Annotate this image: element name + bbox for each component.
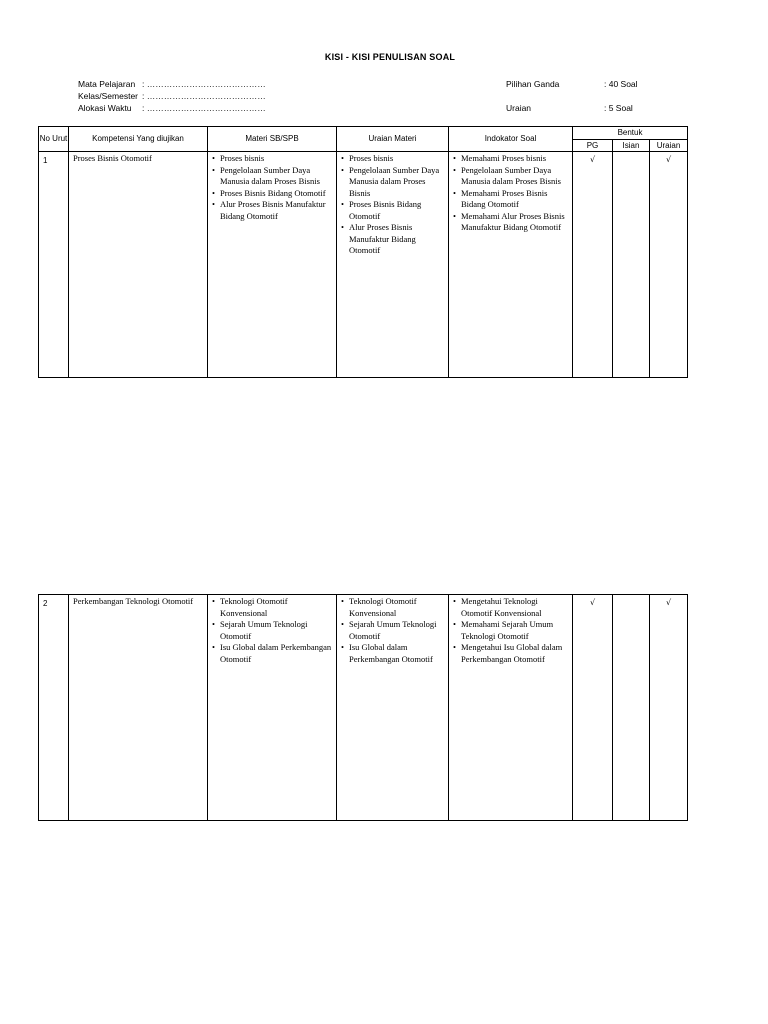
header-uraian: Uraian [650,140,688,152]
list-item-text: Memahami Alur Proses Bisnis Manufaktur Bidang Otomotif [461,210,565,232]
list-item-text: Isu Global dalam Perkembangan Otomotif [220,642,332,664]
list-item [212,153,334,165]
list-item [212,188,334,200]
subject-value: : …………………………………… [142,79,266,89]
list-item-text: Pengelolaan Sumber Daya Manusia dalam Proses Bisnis [220,164,320,186]
list-item [341,596,446,619]
bullet-icon: • [212,164,215,175]
pg-check: √ [573,152,613,378]
list-item [453,153,570,165]
competency-cell: Proses Bisnis Otomotif [69,152,208,378]
list-item [341,199,446,222]
header-pg: PG [573,140,613,152]
bullet-icon: • [453,153,456,163]
bullet-list [208,595,336,665]
time-allocation-label: Alokasi Waktu [78,103,132,113]
isian-check [613,595,650,821]
list-item-text: Sejarah Umum Teknologi Otomotif [349,619,437,641]
question-count-info [506,78,638,126]
list-item [453,165,570,188]
list-item-text: Proses Bisnis Bidang Otomotif [220,187,326,198]
list-item-text: Memahami Sejarah Umum Teknologi Otomotif [461,619,554,641]
bullet-icon: • [341,153,344,163]
bullet-icon: • [212,619,215,629]
bullet-icon: • [212,153,215,163]
list-item [453,596,570,619]
list-item [341,642,446,665]
competency-cell: Perkembangan Teknologi Otomotif [69,595,208,821]
header-bentuk: Bentuk [573,127,688,140]
uraian-check: √ [650,152,688,378]
class-semester-row [78,90,266,102]
indicator-cell [449,595,573,821]
time-allocation-value: : …………………………………… [142,103,266,113]
bullet-list [449,152,572,234]
list-item [453,211,570,234]
list-item-text: Pengelolaan Sumber Daya Manusia dalam Proses Bisnis [461,164,561,186]
bullet-icon: • [341,164,344,175]
time-allocation-row [78,102,266,114]
list-item-text: Alur Proses Bisnis Manufaktur Bidang Otomotif [220,199,326,221]
multiple-choice-label: Pilihan Ganda [506,79,560,89]
bullet-list [337,152,448,257]
list-item-text: Proses bisnis [349,153,394,163]
bullet-icon: • [453,210,456,221]
list-item [341,222,446,257]
material-description-cell [337,595,449,821]
list-item [212,619,334,642]
bullet-icon: • [212,642,215,652]
essay-label: Uraian [506,103,532,113]
material-cell [208,595,337,821]
bullet-icon: • [212,199,215,209]
header-indikator: Indokator Soal [449,127,573,152]
pg-check: √ [573,595,613,821]
isian-check [613,152,650,378]
bullet-list [208,152,336,222]
list-item [453,619,570,642]
table-header [38,126,688,152]
class-semester-value: : …………………………………… [142,91,266,101]
bullet-icon: • [453,164,456,175]
multiple-choice-value: : 40 Soal [604,79,638,89]
material-cell [208,152,337,378]
list-item-text: Proses bisnis [220,153,265,163]
class-semester-label: Kelas/Semester [78,91,138,101]
list-item [341,165,446,200]
row-number: 1 [39,152,69,378]
bullet-icon: • [453,187,456,198]
header-kompetensi: Kompetensi Yang diujikan [69,127,208,152]
document-title: KISI - KISI PENULISAN SOAL [324,52,456,62]
material-description-cell [337,152,449,378]
header-no-urut: No Urut [39,127,69,152]
indicator-cell [449,152,573,378]
essay-row [506,102,638,126]
bullet-icon: • [341,596,344,606]
header-materi: Materi SB/SPB [208,127,337,152]
list-item-text: Memahami Proses bisnis [461,153,546,163]
bullet-icon: • [341,222,344,232]
list-item-text: Mengetahui Isu Global dalam Perkembangan Otomotif [461,642,563,664]
subject-info [78,78,266,114]
list-item-text: Memahami Proses Bisnis Bidang Otomotif [461,187,548,209]
table-row [38,151,688,378]
header-uraian-materi: Uraian Materi [337,127,449,152]
list-item [212,199,334,222]
bullet-list [449,595,572,665]
list-item [453,188,570,211]
table-row [38,594,688,821]
bullet-icon: • [453,596,456,606]
list-item-text: Isu Global dalam Perkembangan Otomotif [349,642,433,664]
header-isian: Isian [613,140,650,152]
bullet-icon: • [341,199,344,209]
list-item-text: Proses Bisnis Bidang Otomotif [349,199,422,221]
bullet-list [337,595,448,665]
subject-label: Mata Pelajaran [78,79,136,89]
list-item-text: Pengelolaan Sumber Daya Manusia dalam Proses Bisnis [349,164,440,198]
list-item-text: Teknologi Otomotif Konvensional [220,596,288,618]
bullet-icon: • [341,619,344,629]
row-number: 2 [39,595,69,821]
list-item [212,596,334,619]
bullet-icon: • [341,642,344,652]
list-item [341,619,446,642]
bullet-icon: • [212,596,215,606]
list-item-text: Alur Proses Bisnis Manufaktur Bidang Otomotif [349,222,416,255]
list-item [453,642,570,665]
subject-row [78,78,266,90]
list-item-text: Teknologi Otomotif Konvensional [349,596,417,618]
essay-value: : 5 Soal [604,103,633,113]
bullet-icon: • [212,187,215,198]
bullet-icon: • [453,642,456,652]
list-item-text: Sejarah Umum Teknologi Otomotif [220,619,308,641]
multiple-choice-row [506,78,638,102]
list-item [212,165,334,188]
uraian-check: √ [650,595,688,821]
list-item [212,642,334,665]
list-item [341,153,446,165]
bullet-icon: • [453,619,456,629]
list-item-text: Mengetahui Teknologi Otomotif Konvensional [461,596,542,618]
